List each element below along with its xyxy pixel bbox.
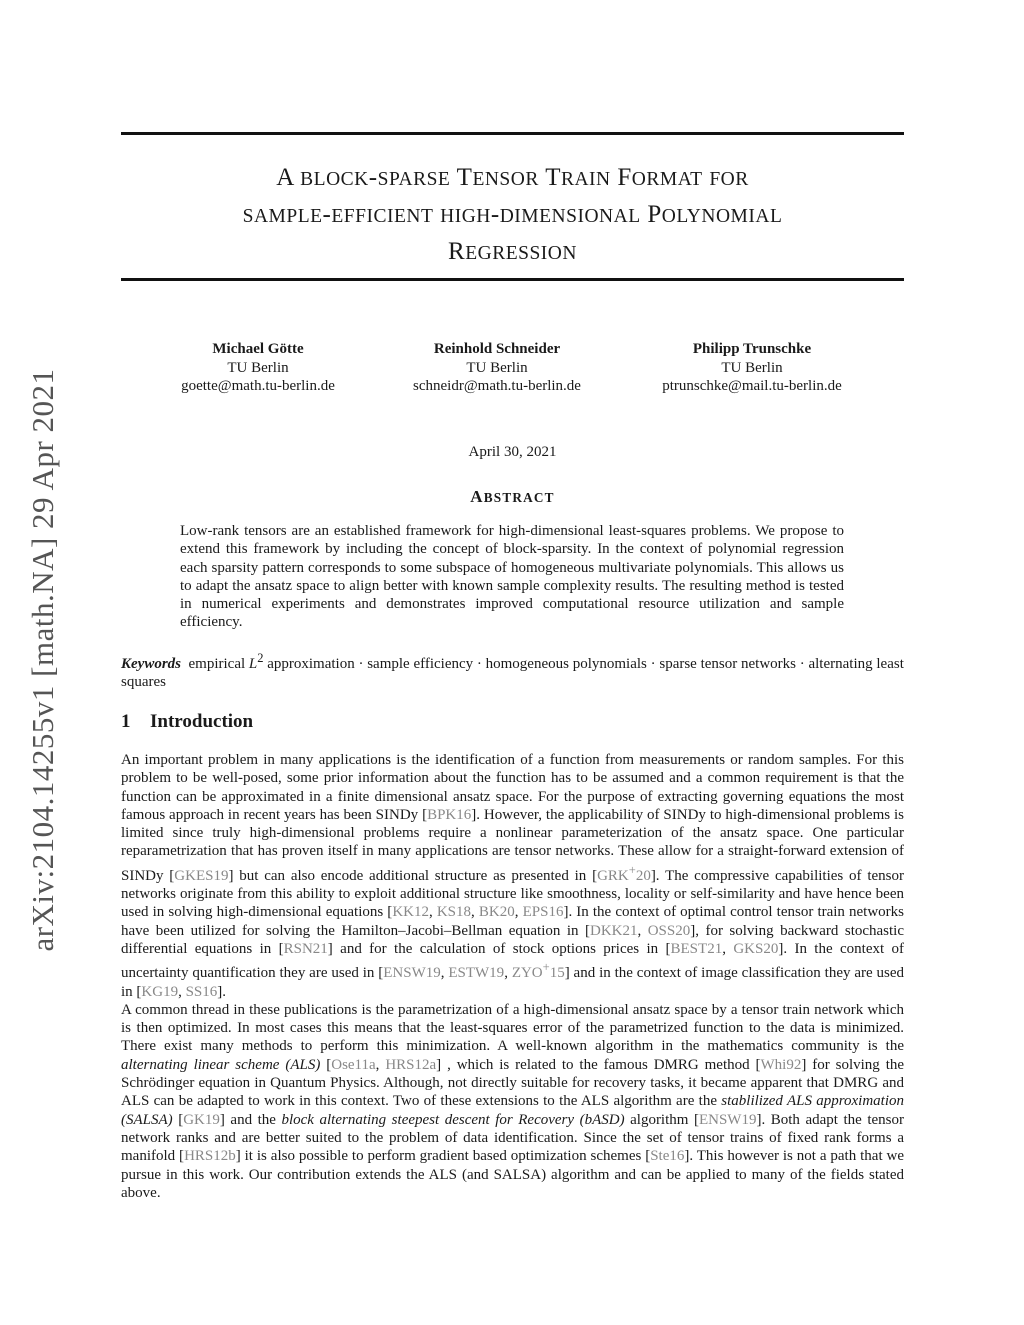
citation-link[interactable]: KS18	[436, 904, 472, 921]
section-number: 1	[121, 711, 131, 732]
author-affiliation: TU Berlin	[227, 359, 289, 376]
author-name: Philipp Trunschke	[692, 341, 812, 357]
citation-link[interactable]: HRS12b	[184, 1148, 236, 1165]
keywords-list: approximation · sample efficiency · homogeneous polynomials · sparse tensor networks · alternating least squares	[121, 656, 904, 691]
keywords-pre: empirical	[188, 656, 249, 672]
title-line-2: SAMPLE-EFFICIENT HIGH-DIMENSIONAL POLYNOMIAL	[242, 201, 783, 228]
citation-link[interactable]: SS16	[185, 983, 218, 1000]
section-heading	[121, 711, 904, 733]
author-affiliation: TU Berlin	[721, 359, 783, 376]
citation-link[interactable]: GRK+20	[597, 862, 651, 884]
citation-link[interactable]: BK20	[478, 904, 515, 921]
title-rule-top	[121, 132, 904, 135]
citation-link[interactable]: GKS20	[733, 940, 779, 957]
title-line-1: A BLOCK-SPARSE TENSOR TRAIN FORMAT FOR	[276, 164, 749, 191]
author-1	[128, 340, 388, 396]
paragraph-1: An important problem in many applications is the identification of a function from measurements or random samples. For this problem to be well-posed, some prior information about the function has to be assumed and a common requirement is that the function can be approximated in a finite dimensional ansatz space. For the purpose of extracting governing equations the most famous approach in recent years has been SINDy [BPK16]. However, the applicability of SINDy to high-dimensional problems is limited since truly high-dimensional problems require a nonlinear parameterization of the ansatz space. One particular reparametrization that has proven itself in many applications are tensor networks. These allow for a straight-forward extension of SINDy [GKES19] but can also encode additional structure as presented in [GRK+20]. The compressive capabilities of tensor networks originate from this ability to exploit additional structure like smoothness, locality or self-similarity and have hence been used in solving high-dimensional equations [KK12, KS18, BK20, EPS16]. In the context of optimal control tensor train networks have been utilized for solving the Hamilton–Jacobi–Bellman equation in [DKK21, OSS20], for solving backward stochastic differential equations in [RSN21] and for the calculation of stock options prices in [BEST21, GKS20]. In the context of uncertainty quantification they are used in [ENSW19, ESTW19, ZYO+15] and in the context of image classification they are used in [KG19, SS16].	[121, 752, 905, 1000]
author-2	[367, 340, 627, 396]
citation-link[interactable]: BEST21	[670, 940, 723, 957]
citation-link[interactable]: Ste16	[650, 1148, 685, 1165]
keywords	[121, 649, 904, 692]
citation-link[interactable]: DKK21	[589, 922, 638, 939]
title-line-3: REGRESSION	[448, 238, 577, 265]
author-email[interactable]: ptrunschke@mail.tu-berlin.de	[662, 378, 842, 394]
author-email[interactable]: schneidr@math.tu-berlin.de	[413, 378, 581, 394]
citation-link[interactable]: RSN21	[283, 940, 328, 957]
citation-link[interactable]: HRS12a	[385, 1056, 437, 1073]
body-text	[121, 751, 904, 1202]
arxiv-identifier: arXiv:2104.14255v1 [math.NA] 29 Apr 2021	[25, 368, 60, 952]
author-affiliation: TU Berlin	[466, 359, 528, 376]
citation-link[interactable]: OSS20	[647, 922, 691, 939]
citation-link[interactable]: ENSW19	[383, 965, 441, 982]
keywords-sup: 2	[257, 651, 264, 665]
publication-date: April 30, 2021	[468, 444, 557, 460]
abstract-text: Low-rank tensors are an established framework for high-dimensional least-squares problems. We propose to extend this framework by including the concept of block-sparsity. In the context of polynomial regression each sparsity pattern corresponds to some subspace of homogeneous multivariate polynomials. This allows us to adapt the ansatz space to align better with known sample complexity results. The resulting method is tested in numerical experiments and demonstrates improved computational resource utilization and sample efficiency.	[180, 523, 844, 631]
citation-link[interactable]: ZYO+15	[511, 960, 565, 982]
citation-link[interactable]: BPK16	[427, 806, 472, 823]
citation-link[interactable]: ESTW19	[448, 965, 505, 982]
author-name: Reinhold Schneider	[433, 341, 561, 357]
author-name: Michael Götte	[212, 341, 304, 357]
keywords-label: Keywords	[121, 656, 181, 672]
section-title: Introduction	[150, 711, 254, 732]
keywords-math: L	[248, 656, 258, 672]
citation-link[interactable]: ENSW19	[698, 1111, 757, 1128]
citation-link[interactable]: GKES19	[174, 867, 229, 884]
citation-link[interactable]: Whi92	[760, 1056, 802, 1073]
paragraph-2: A common thread in these publications is the parametrization of a high-dimensional ansatz space by a tensor train network which is then optimized. In most cases this means that the least-squares error of the parametrized function to the data is minimized. There exist many methods to perform this minimization. A well-known algorithm in the mathematics community is the alternating linear scheme (ALS) [Ose11a, HRS12a] , which is related to the famous DMRG method [Whi92] for solving the Schrödinger equation in Quantum Physics. Although, not directly suitable for recovery tasks, it became apparent that DMRG and ALS can be adapted to work in this context. Two of these extensions to the ALS algorithm are the stablilized ALS approximation (SALSA) [GK19] and the block alternating steepest descent for Recovery (bASD) algorithm [ENSW19]. Both adapt the tensor network ranks and are better suited to the problem of data identification. Since the set of tensor trains of fixed rank forms a manifold [HRS12b] it is also possible to perform gradient based optimization schemes [Ste16]. This however is not a path that we pursue in this work. Our contribution extends the ALS (and SALSA) algorithm and can be applied to many of the fields stated above.	[121, 1001, 905, 1201]
citation-link[interactable]: Ose11a	[331, 1056, 376, 1073]
paper-title	[121, 160, 904, 271]
author-email[interactable]: goette@math.tu-berlin.de	[181, 378, 335, 394]
citation-link[interactable]: KG19	[141, 983, 179, 1000]
title-rule-bottom	[121, 278, 904, 281]
author-3	[622, 340, 882, 396]
citation-link[interactable]: KK12	[392, 904, 429, 921]
citation-link[interactable]: EPS16	[522, 904, 564, 921]
citation-link[interactable]: GK19	[183, 1111, 220, 1128]
abstract-heading: ABSTRACT	[470, 487, 555, 506]
